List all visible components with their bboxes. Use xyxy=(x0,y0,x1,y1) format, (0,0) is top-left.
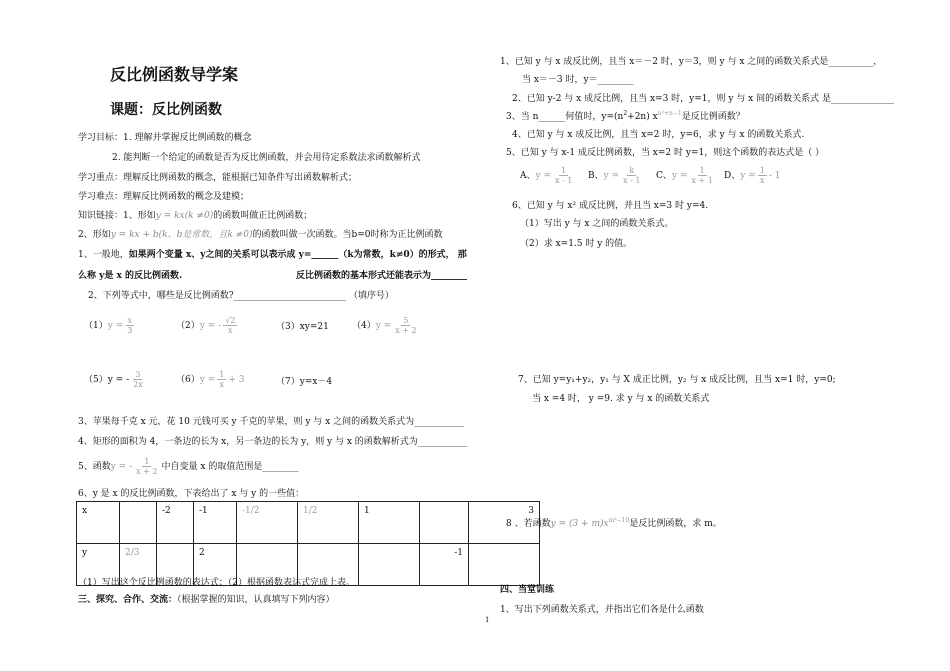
table-cell: 1/2 xyxy=(298,502,359,544)
table-cell: 2/3 xyxy=(120,544,157,586)
table-cell: x xyxy=(77,502,120,544)
option-3: （3）xy=21 xyxy=(276,322,329,332)
table-cell: -1 xyxy=(420,544,469,586)
option-1: （1）y = $\frac{x}{3}$ xyxy=(84,316,133,335)
formula-linear-function: y = kx + b(k、b是常数，且k ≠0) xyxy=(110,230,253,240)
lesson-subtitle: 课题：反比例函数 xyxy=(110,102,222,118)
formula-direct-proportion: y = kx(k ≠0) xyxy=(155,211,214,221)
right-q7-line-b: 当 x =4 时， y =9. 求 y 与 x 的函数关系式 xyxy=(532,394,710,404)
key-point: 学习重点：理解反比例函数的概念，能根据已知条件写出函数解析式； xyxy=(78,173,358,183)
page-number: 1 xyxy=(485,616,490,624)
right-q5-option-d: D、y = $\frac{1}{x}$ - 1 xyxy=(724,166,781,185)
section-4-heading: 四、当堂训练 xyxy=(500,585,555,595)
right-q7-line-a: 7、已知 y=y₁+y₂，y₁ 与 X 成正比例，y₂ 与 x 成反比例，且当 x=1 时，y=0; xyxy=(518,375,836,385)
right-q5-option-b: B、y = $\frac{k}{x - 1}$ xyxy=(588,166,641,185)
table-cell xyxy=(420,502,469,544)
learning-goal-2: 2. 能判断一个给定的函数是否为反比例函数，并会用待定系数法求函数解析式 xyxy=(112,153,421,163)
knowledge-link-2: 2、形如y = kx + b(k、b是常数，且k ≠0)的函数叫做一次函数。当b=0时称为正比例函数 xyxy=(78,230,443,240)
table-cell: 2 xyxy=(194,544,237,586)
table-cell: -2 xyxy=(157,502,194,544)
section-3-heading: 三、探究、合作、交流：（根据掌握的知识，认真填写下列内容） xyxy=(78,595,335,605)
table-cell: y xyxy=(77,544,120,586)
table-cell xyxy=(469,544,540,586)
question-6: 6、y 是 x 的反比例函数，下表给出了 x 与 y 的一些值： xyxy=(78,489,305,499)
question-4: 4、矩形的面积为 4，一条边的长为 x，另一条边的长为 y，则 y 与 x 的函数解析式为___________ xyxy=(78,437,468,447)
table-cell: 3 xyxy=(469,502,540,544)
right-q5-option-c: C、y = $\frac{1}{x + 1}$ xyxy=(656,166,713,185)
knowledge-link-1: 知识链接：1、形如y = kx(k ≠0)的函数叫做正比例函数； xyxy=(78,211,313,221)
difficulty-point: 学习难点：理解反比例函数的概念及建模； xyxy=(78,192,250,202)
question-2: 2、下列等式中，哪些是反比例函数?_________________________ （填序号） xyxy=(88,291,394,301)
right-q2: 2、已知 y-2 与 x 成反比例，且当 x=3 时，y=1，则 y 与 x 间的函数关系式 是______________ xyxy=(512,94,894,104)
right-q3: 3、当 n______何值时，$y=(n^2+2n)$ $x^{n^2+n-1}$是反比例函数？ xyxy=(506,110,745,122)
right-q6-part-2: （2）求 x=1.5 时 y 的值。 xyxy=(520,239,633,249)
doc-title: 反比例函数导学案 xyxy=(110,65,239,84)
right-q1-line-a: 1、已知 y 与 x 成反比例，且当 x＝－2 时，y＝3，则 y 与 x 之间的函数关系式是__________， xyxy=(500,57,883,67)
right-q6: 6、已知 y 与 x² 成反比例，并且当 x=3 时 y=4. xyxy=(512,201,709,211)
right-q5: 5、已知 y 与 x-1 成反比例函数，当 x=2 时 y=1，则这个函数的表达式是（ ） xyxy=(506,148,825,158)
question-3: 3、苹果每千克 x 元，花 10 元钱可买 y 千克的苹果，则 y 与 x 之间的函数关系式为___________ xyxy=(78,417,464,427)
option-7: （7）y=x－4 xyxy=(276,377,333,387)
training-q1: 1、写出下列函数关系式，并指出它们各是什么函数 xyxy=(500,605,704,615)
right-q1-line-b: 当 x＝－3 时，y＝________ xyxy=(522,75,634,85)
question-6-note: （1）写出这个反比例函数的表达式；（2）根据函数表达式完成上表。 xyxy=(78,578,355,588)
right-q5-option-a: A、y = $\frac{1}{x - 1}$ xyxy=(520,166,573,185)
xy-value-table xyxy=(76,501,540,586)
option-6: （6）y = $\frac{1}{x}$ + 3 xyxy=(176,370,245,389)
question-1-basic-form: 反比例函数的基本形式还能表示为________ xyxy=(296,271,468,281)
option-4: （4）y = $\frac{5}{x + 2}$ xyxy=(352,316,417,335)
option-2: （2）y = - $\frac{√2}{x}$ xyxy=(176,316,236,335)
question-5: 5、函数y = - $\frac{1}{x + 2}$ 中自变量 x 的取值范围是________ xyxy=(78,457,299,476)
table-cell: -1 xyxy=(194,502,237,544)
option-5: （5）y = - $\frac{3}{2x}$ xyxy=(84,370,143,389)
right-q8: 8 、若函数$y = (3 + m)x^{m^2-10}$是反比例函数，求 m。 xyxy=(506,517,722,529)
table-row xyxy=(77,502,540,544)
table-cell: 1 xyxy=(359,502,420,544)
learning-goal-1: 学习目标：1. 理解并掌握反比例函数的概念 xyxy=(78,133,252,143)
table-cell: -1/2 xyxy=(237,502,298,544)
question-1-line-b: 么称 y是 x 的反比例函数. xyxy=(78,271,183,281)
table-cell xyxy=(359,544,420,586)
right-q6-part-1: （1）写出 y 与 x 之间的函数关系式。 xyxy=(520,219,674,229)
right-q4: 4、已知 y 与 x 成反比例，且当 x=2 时，y=6，求 y 与 x 的函数关系式. xyxy=(512,130,805,140)
question-1-line-a: 1、一般地，如果两个变量 x、y之间的关系可以表示成 y=______（k为常数，k≠0）的形式， 那 xyxy=(78,250,467,260)
table-cell xyxy=(120,502,157,544)
